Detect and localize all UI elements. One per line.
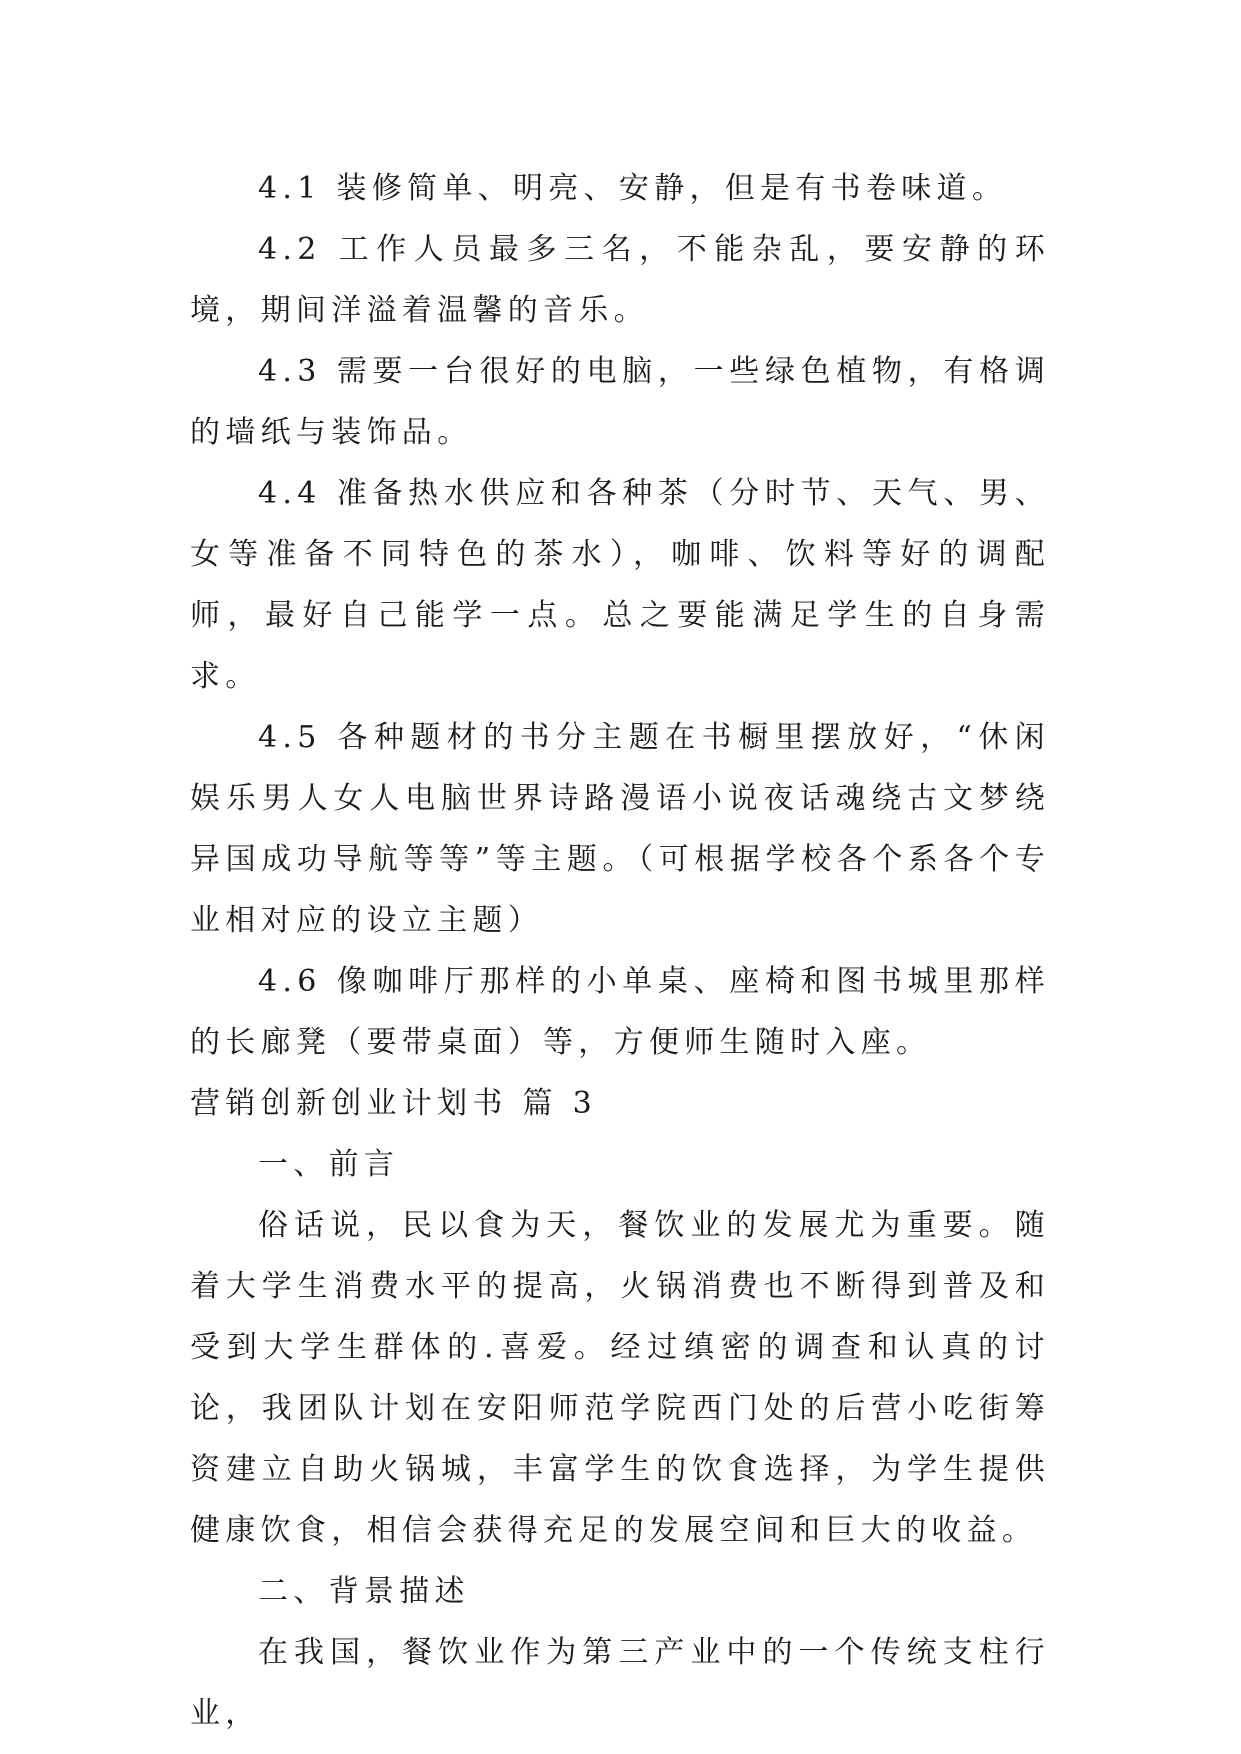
subheading-preface: 一、前言: [258, 1147, 400, 1182]
paragraph-4-2: 4.2 工作人员最多三名，不能杂乱，要安静的环境，期间洋溢着温馨的音乐。: [190, 232, 1050, 328]
paragraph-4-5: 4.5 各种题材的书分主题在书橱里摆放好，“休闲娱乐男人女人电脑世界诗路漫语小说夜话魂绕古文梦绕异国成功导航等等”等主题。（可根据学校各个系各个专业相对应的设立主题）: [190, 720, 1050, 938]
subheading-background: 二、背景描述: [258, 1574, 470, 1609]
paragraph-4-3: 4.3 需要一台很好的电脑，一些绿色植物，有格调的墙纸与装饰品。: [190, 354, 1050, 450]
section-heading: 营销创新创业计划书 篇 3: [190, 1086, 598, 1121]
paragraph-4-4: 4.4 准备热水供应和各种茶（分时节、天气、男、女等准备不同特色的茶水），咖啡、饮料等好的调配师，最好自己能学一点。总之要能满足学生的自身需求。: [190, 476, 1050, 694]
paragraph-background-body: 在我国，餐饮业作为第三产业中的一个传统支柱行业，: [190, 1635, 1050, 1731]
document-body: [190, 158, 1050, 1744]
paragraph-4-6: 4.6 像咖啡厅那样的小单桌、座椅和图书城里那样的长廊凳（要带桌面）等，方便师生随时入座。: [190, 964, 1050, 1060]
paragraph-4-1: 4.1 装修简单、明亮、安静，但是有书卷味道。: [258, 171, 1008, 206]
paragraph-preface-body: 俗话说，民以食为天，餐饮业的发展尤为重要。随着大学生消费水平的提高，火锅消费也不断得到普及和受到大学生群体的.喜爱。经过缜密的调查和认真的讨论，我团队计划在安阳师范学院西门处的后营小吃街筹资建立自助火锅城，丰富学生的饮食选择，为学生提供健康饮食，相信会获得充足的发展空间和巨大的收益。: [190, 1208, 1050, 1548]
